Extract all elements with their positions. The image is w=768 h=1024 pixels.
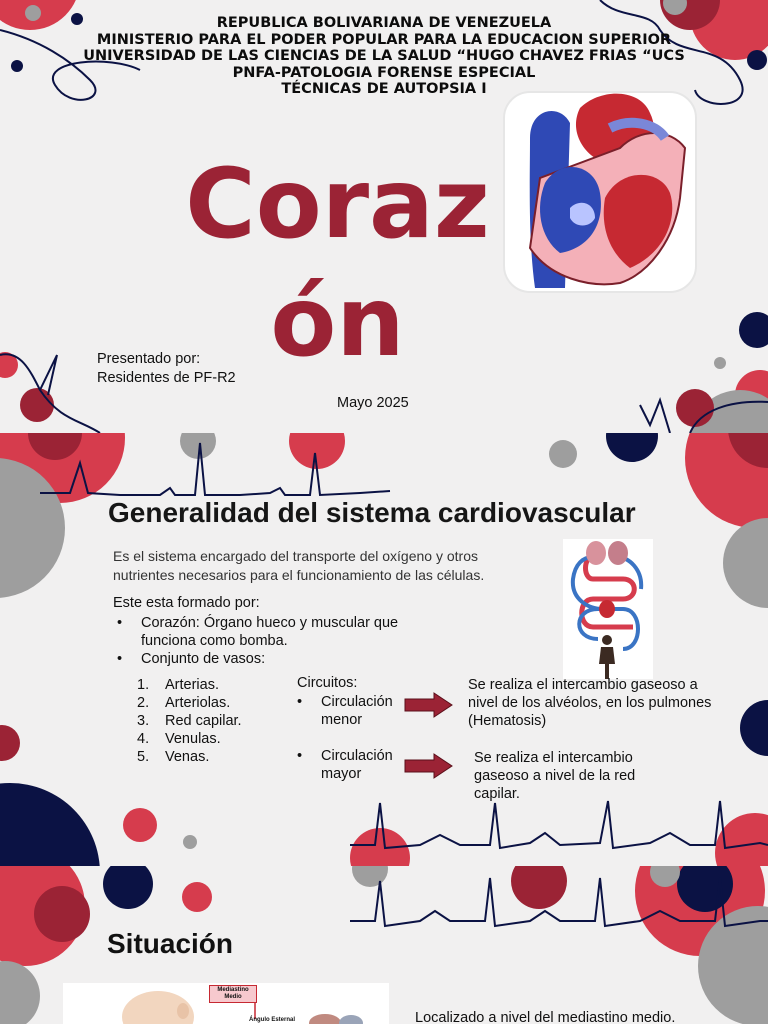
circuit-desc-mayor: Se realiza el intercambio gaseoso a nivel de la red capilar. [474,750,636,802]
cardio-intro: Es el sistema encargado del transporte del oxígeno y otros nutrientes necesarios para el funcionamiento de las células. [113,548,485,583]
decor-circle [740,700,768,756]
circuit-item-mayor [297,747,401,783]
decor-circle [676,389,714,427]
arrow-right-icon [404,753,454,779]
bullet-item [117,614,431,650]
ear-shape [177,1003,189,1019]
heart-illustration [500,88,700,296]
angulo-label: Ángulo Esternal [249,1017,296,1023]
vessels-list [137,676,242,766]
anatomy-diagram [63,983,389,1024]
slide-cover [0,0,768,433]
decor-circle [0,725,20,761]
bullet-dot: • [117,651,123,667]
decor-circle [549,440,577,468]
bullet-text: Conjunto de vasos: [141,651,266,667]
list-item: 3. Red capilar. [137,713,242,729]
heart-shape [309,1014,341,1024]
location-text: Localizado a nivel del mediastino medio. [415,1010,676,1024]
header-line: TÉCNICAS DE AUTOPSIA I [281,81,487,97]
cover-date: Mayo 2025 [337,395,409,411]
list-item: 2. Arteriolas. [137,695,231,711]
circuits-title: Circuitos: [297,675,358,691]
slide-cardiovascular [0,433,768,866]
circuit-desc-menor: Se realiza el intercambio gaseoso a nivel de los alvéolos, en los pulmones (Hematosis) [468,677,712,729]
bullet-text: Corazón: Órgano hueco y muscular que funciona como bomba. [141,615,399,649]
mediastino-label: Mediastino Medio [209,985,257,1003]
decor-circle [723,518,768,608]
list-item: 1. Arterias. [137,677,219,693]
decor-circle [182,882,212,912]
slide-situacion [0,866,768,1024]
decor-circle [123,808,157,842]
circuit-name: Circulación menor [321,694,393,728]
bullet-dot: • [297,748,303,764]
circuit-item-menor [297,693,401,729]
bullet-dot: • [117,615,123,631]
decor-circle [0,961,40,1024]
decor-circle [183,835,197,849]
list-item: 4. Venulas. [137,731,221,747]
bullet-item [117,650,266,668]
decor-circle [103,866,153,909]
decor-circle [0,783,100,866]
decor-circle [606,433,658,462]
cover-header [0,15,768,98]
situacion-title: Situación [107,928,234,959]
decor-circle [34,886,90,942]
decor-circle [511,866,567,909]
list-item: 5. Venas. [137,749,210,765]
header-line: UNIVERSIDAD DE LAS CIENCIAS DE LA SALUD “HUGO CHAVEZ FRIAS “UCS [83,48,685,64]
decor-circle [352,866,388,887]
bullet-dot: • [297,694,303,710]
circulation-diagram [563,539,653,679]
header-line: MINISTERIO PARA EL PODER POPULAR PARA LA EDUCACION SUPERIOR [96,31,672,48]
circuit-name: Circulación mayor [321,748,393,782]
cover-title: Corazón [185,148,490,378]
presented-by-label: Presentado por: [97,351,201,367]
presenter-block [97,350,236,388]
header-line: REPUBLICA BOLIVARIANA DE VENEZUELA [216,15,552,31]
residents-label: Residentes de PF-R2 [97,370,236,386]
cardio-title: Generalidad del sistema cardiovascular [108,497,636,528]
ecg-line [350,801,768,848]
arrow-right-icon [404,692,454,718]
lung-shape [339,1015,363,1024]
decor-circle [714,357,726,369]
decor-circle [739,312,768,348]
header-line: PNFA-PATOLOGIA FORENSE ESPECIAL [232,64,536,81]
formed-by-label: Este esta formado por: [113,595,260,611]
